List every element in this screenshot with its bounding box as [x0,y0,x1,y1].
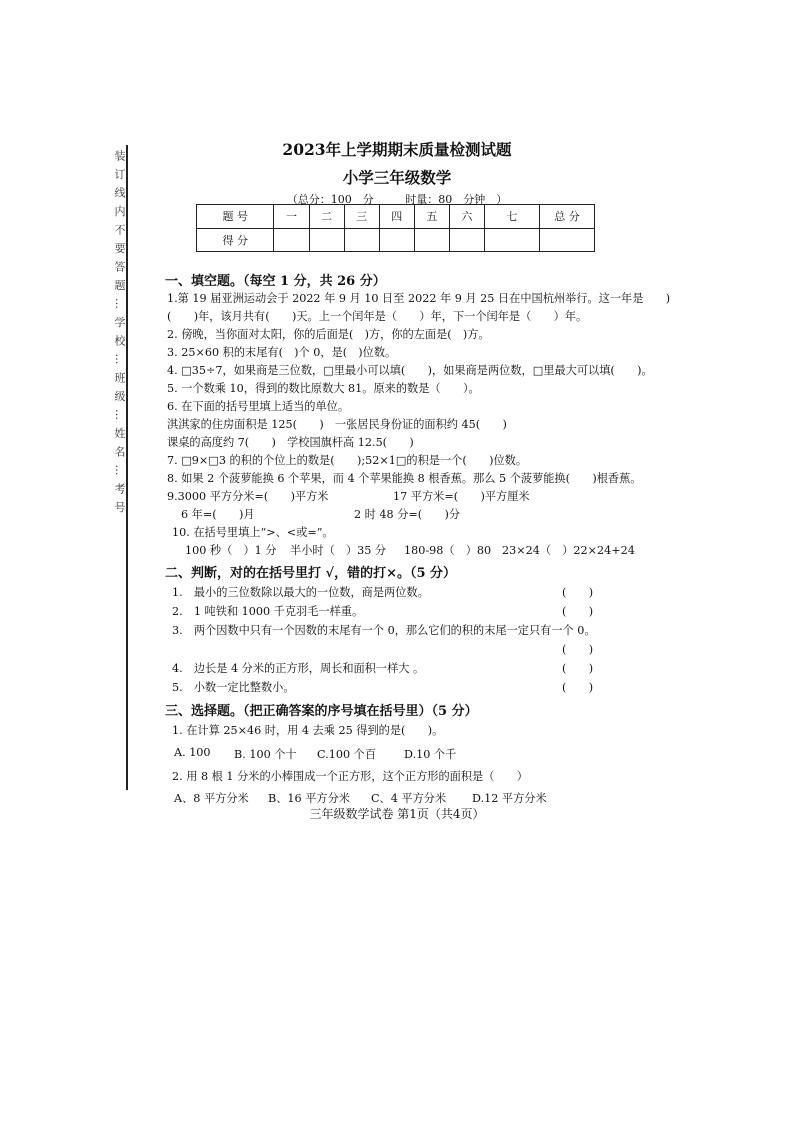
choice-option: A、8 平方分米 [174,792,249,805]
question-line: 6. 在下面的括号里填上适当的单位。 [167,400,350,413]
judgment-item: 1. 最小的三位数除以最大的一位数，商是两位数。 [172,586,429,599]
question-line: 课桌的高度约 7( ) 学校国旗杆高 12.5( ) [167,436,414,449]
score-blank-cell[interactable] [344,228,379,252]
choice-option: B、16 平方分米 [268,792,350,805]
question-line: 8. 如果 2 个菠萝能换 6 个苹果，而 4 个苹果能换 8 根香蕉。那么 5 个菠萝能换( )根香蕉。 [167,472,642,485]
time-limit-text: 时量：80 分钟 ） [405,193,508,206]
choice-option: B. 100 个十 [234,748,297,761]
score-table-header-row [197,205,595,229]
judgment-item: 3. 两个因数中只有一个因数的末尾有一个 0，那么它们的积的末尾一定只有一个 0。 [172,624,596,637]
section3-title: 三、选择题。（把正确答案的序号填在括号里）（5 分） [165,704,478,719]
answer-bracket[interactable]: ( ) [562,662,594,675]
answer-bracket[interactable]: ( ) [562,643,594,656]
judgment-item: 5. 小数一定比整数小。 [172,681,295,694]
score-blank-cell[interactable] [449,228,484,252]
question-line: 17 平方米=( )平方厘米 [393,490,530,503]
question-line: 9.3000 平方分米=( )平方米 [167,490,329,503]
choice-option: C.100 个百 [317,748,377,761]
choice-option: C、4 平方分米 [371,792,447,805]
question-line: 1.第 19 届亚洲运动会于 2022 年 9 月 10 日至 2022 年 9 月 25 日在中国杭州举行。这一年是 ) [167,292,671,305]
judgment-item: 4. 边长是 4 分米的正方形，周长和面积一样大 。 [172,662,425,675]
total-score-text: （总分：100 分 [286,193,374,206]
choice-question: 2. 用 8 根 1 分米的小棒围成一个正方形，这个正方形的面积是（ ） [172,770,528,783]
choice-option: D.10 个千 [404,748,457,761]
score-table-cell: 四 [379,205,414,229]
comparison-item: 100 秒（ ）1 分 [185,544,277,557]
question-line: 5. 一个数乘 10，得到的数比原数大 81。原来的数是（ ）。 [167,382,480,395]
score-table-cell: 三 [344,205,379,229]
judgment-item: 2. 1 吨铁和 1000 千克羽毛一样重。 [172,605,364,618]
question-line: 淇淇家的住房面积是 125( ) 一张居民身份证的面积约 45( ) [167,418,507,431]
question-line: 7. □9×□3 的积的个位上的数是( );52×1□的积是一个( )位数。 [167,454,528,467]
question-line: 6 年=( )月 [181,508,255,521]
binding-margin-text: 装 订 线 内 不 要 答 题 … 学 校 … 班 级 … 姓 名 … 考 号 [113,150,126,515]
score-table-cell: 二 [309,205,344,229]
choice-question: 1. 在计算 25×46 时，用 4 去乘 25 得到的是( )。 [172,724,444,737]
score-blank-cell[interactable] [379,228,414,252]
question-line: 4. □35÷7，如果商是三位数，□里最小可以填( )，如果商是两位数，□里最大可以填( )。 [167,364,653,377]
question-line: 2. 傍晚，当你面对太阳，你的后面是( )方，你的左面是( )方。 [167,328,490,341]
page-footer: 三年级数学试卷 第1页（共4页） [309,807,485,821]
question-line: ( )年，该月共有( )天。上一个闰年是（ ）年，下一个闰年是（ ）年。 [167,310,588,323]
binding-margin-line [126,145,128,790]
score-table-cell: 题 号 [197,205,274,229]
comparison-item: 23×24（ ）22×24+24 [502,544,635,557]
score-blank-cell[interactable] [309,228,344,252]
choice-option: D.12 平方分米 [472,792,547,805]
score-table-cell: 总 分 [540,205,595,229]
exam-title: 2023年上学期期末质量检测试题 [282,140,512,159]
score-table [196,204,595,252]
score-table-cell: 得 分 [197,228,274,252]
score-table-cell: 六 [449,205,484,229]
answer-bracket[interactable]: ( ) [562,605,594,618]
section1-title: 一、填空题。（每空 1 分，共 26 分） [165,274,386,289]
question-line: 10. 在括号里填上“>、<或=”。 [172,526,334,539]
comparison-item: 半小时（ ）35 分 [290,544,387,557]
question-line: 3. 25×60 积的末尾有( )个 0，是( )位数。 [167,346,397,359]
exam-subtitle: 小学三年级数学 [342,168,452,187]
score-blank-cell[interactable] [540,228,595,252]
choice-option: A. 100 [174,746,211,759]
section2-title: 二、判断，对的在括号里打 √，错的打×。（5 分） [165,566,457,581]
score-table-cell: 七 [485,205,540,229]
score-table-cell: 五 [414,205,449,229]
answer-bracket[interactable]: ( ) [562,681,594,694]
score-table-cell: 一 [274,205,309,229]
score-blank-cell[interactable] [485,228,540,252]
comparison-item: 180-98（ ）80 [404,544,492,557]
question-line: 2 时 48 分=( )分 [354,508,461,521]
answer-bracket[interactable]: ( ) [562,586,594,599]
score-table-score-row [197,228,595,252]
score-blank-cell[interactable] [274,228,309,252]
score-blank-cell[interactable] [414,228,449,252]
